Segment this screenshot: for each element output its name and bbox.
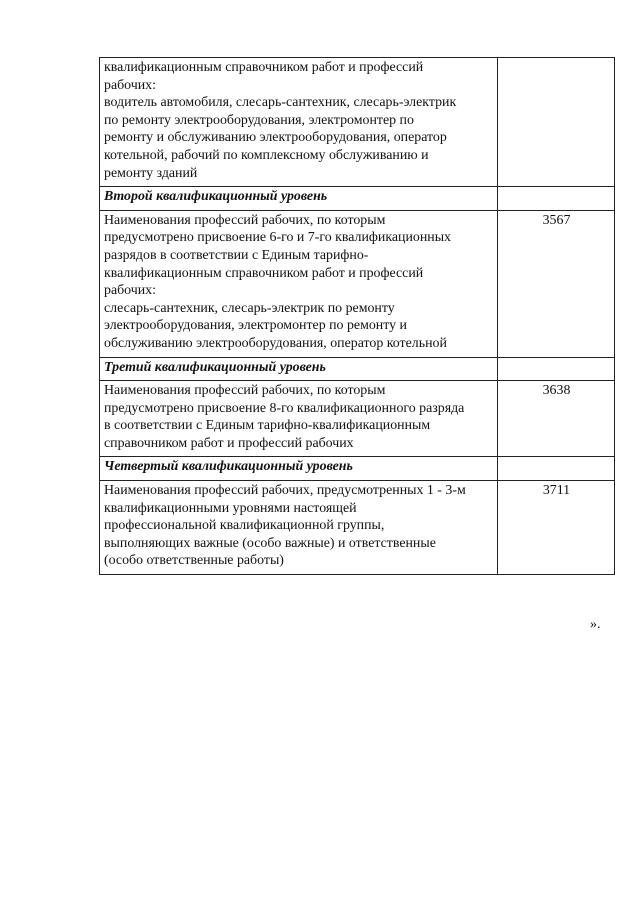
text-line: котельной, рабочий по комплексному обслуживанию и <box>104 147 429 163</box>
profession-description <box>100 381 498 457</box>
text-line: профессиональной квалификационной группы, <box>104 518 385 534</box>
level-header-row <box>100 187 615 211</box>
salary-value <box>498 58 615 187</box>
text-line: в соответствии с Единым тарифно-квалификационным <box>104 418 431 434</box>
salary-value: 3711 <box>498 481 615 575</box>
text-line: Наименования профессий рабочих, по которым <box>104 212 386 228</box>
text-line: предусмотрено присвоение 6-го и 7-го квалификационных <box>104 230 451 246</box>
text-line: справочником работ и профессий рабочих <box>104 435 354 451</box>
profession-description <box>100 210 498 357</box>
salary-value: 3638 <box>498 381 615 457</box>
text-line: водитель автомобиля, слесарь-сантехник, слесарь-электрик <box>104 95 457 111</box>
text-line: выполняющих важные (особо важные) и ответственные <box>104 535 436 551</box>
empty-cell <box>498 187 615 211</box>
closing-quote-mark: ». <box>590 617 601 632</box>
table-row <box>100 381 615 457</box>
text-line: квалификационными уровнями настоящей <box>104 500 357 516</box>
level-title: Второй квалификационный уровень <box>100 187 498 211</box>
table-row-continuation <box>100 58 615 187</box>
qualification-table-body <box>100 58 615 575</box>
qualification-table <box>99 57 615 575</box>
text-line: квалификационным справочником работ и профессий <box>104 265 424 281</box>
table-row <box>100 210 615 357</box>
text-line: (особо ответственные работы) <box>104 553 284 569</box>
table-row <box>100 481 615 575</box>
text-line: ремонту зданий <box>104 165 198 181</box>
empty-cell <box>498 457 615 481</box>
text-line: рабочих: <box>104 77 156 93</box>
text-line: ремонту и обслуживанию электрооборудования, оператор <box>104 130 447 146</box>
profession-description <box>100 481 498 575</box>
text-line: обслуживанию электрооборудования, оператор котельной <box>104 335 447 351</box>
text-line: электрооборудования, электромонтер по ремонту и <box>104 318 407 334</box>
empty-cell <box>498 357 615 381</box>
level-header-row <box>100 357 615 381</box>
level-header-row <box>100 457 615 481</box>
salary-value: 3567 <box>498 210 615 357</box>
text-line: по ремонту электрооборудования, электромонтер по <box>104 112 414 128</box>
text-line: квалификационным справочником работ и профессий <box>104 60 424 75</box>
text-line: Наименования профессий рабочих, по которым <box>104 383 386 399</box>
text-line: слесарь-сантехник, слесарь-электрик по ремонту <box>104 300 395 316</box>
level-title: Третий квалификационный уровень <box>100 357 498 381</box>
text-line: Наименования профессий рабочих, предусмотренных 1 - 3-м <box>104 483 466 499</box>
text-line: рабочих: <box>104 283 156 299</box>
profession-description <box>100 58 498 187</box>
text-line: предусмотрено присвоение 8-го квалификационного разряда <box>104 400 465 416</box>
level-title: Четвертый квалификационный уровень <box>100 457 498 481</box>
text-line: разрядов в соответствии с Единым тарифно- <box>104 247 369 263</box>
